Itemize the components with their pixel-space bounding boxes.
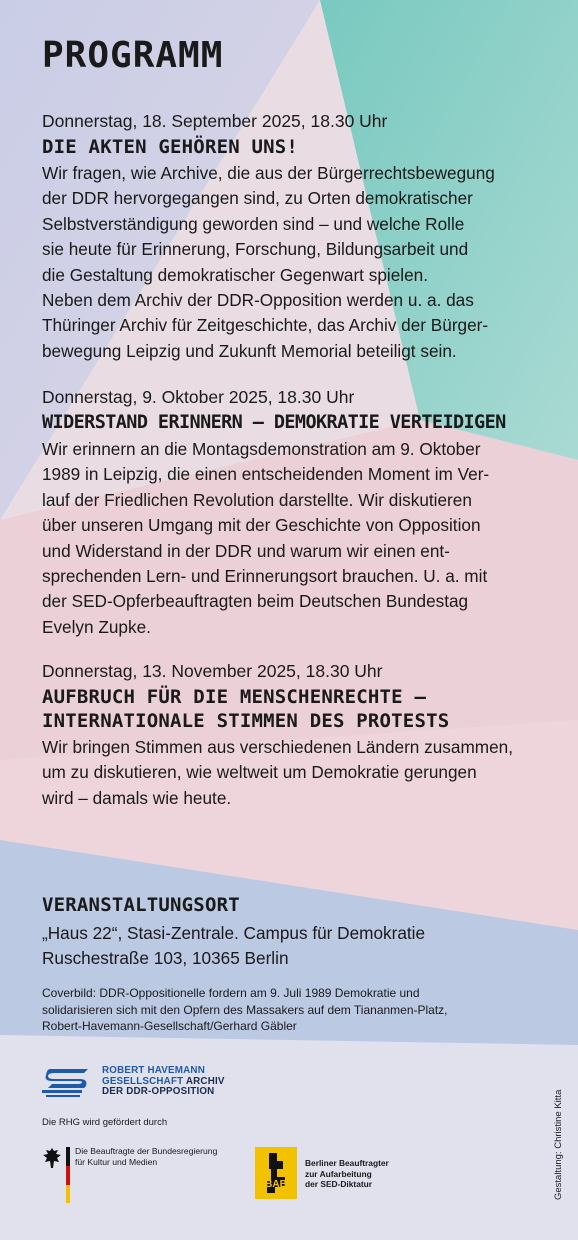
event-2-date: Donnerstag, 9. Oktober 2025, 18.30 Uhr [42, 387, 355, 407]
bab-logo-mark [255, 1147, 297, 1199]
bab-logo-block [255, 1147, 435, 1199]
text-line: Coverbild: DDR-Oppositionelle fordern am 9. Juli 1989 Demokratie und [42, 986, 420, 1000]
text-line: solidarisieren sich mit den Opfern des Massakers auf dem Tiananmen-Platz, [42, 1002, 448, 1017]
event-2-description [42, 437, 562, 640]
rhg-logo-text [102, 1066, 225, 1098]
text-line: der SED-Diktatur [305, 1179, 373, 1189]
venue-address [42, 921, 562, 972]
text-line: Robert-Havemann-Gesellschaft/Gerhard Gäbler [42, 1019, 297, 1033]
text-line: Neben dem Archiv der DDR-Opposition werden u. a. das [42, 290, 474, 311]
bkm-logo-block [42, 1145, 252, 1203]
event-1-description [42, 161, 562, 364]
text-line: Wir bringen Stimmen aus verschiedenen Ländern zusammen, [42, 737, 513, 757]
german-flag-icon [66, 1147, 70, 1203]
text-line: Berliner Beauftragter [305, 1158, 389, 1168]
design-credit: Gestaltung: Christine Kitta [553, 1089, 564, 1200]
rhg-logo-icon [42, 1066, 90, 1098]
text-line: „Haus 22“, Stasi-Zentrale. Campus für Demokratie [42, 923, 426, 943]
text-line: Thüringer Archiv für Zeitgeschichte, das Archiv der Bürger- [42, 315, 489, 336]
federal-eagle-icon [42, 1147, 62, 1169]
event-3-title-line: INTERNATIONALE STIMMEN DES PROTESTS [42, 710, 450, 732]
event-3-date: Donnerstag, 13. November 2025, 18.30 Uhr [42, 661, 383, 681]
rhg-word: ARCHIV [183, 1075, 225, 1087]
event-3 [42, 660, 562, 811]
text-line: über unseren Umgang mit der Geschichte von Opposition [42, 515, 481, 536]
text-line: Wir fragen, wie Archive, die aus der Bürgerrechtsbewegung [42, 163, 495, 183]
text-line: sie heute für Erinnerung, Forschung, Bildungsarbeit und [42, 239, 469, 260]
text-line: Selbstverständigung geworden sind – und welche Rolle [42, 213, 465, 234]
text-line: und Widerstand in der DDR und warum wir einen ent- [42, 540, 450, 561]
text-line: Die Beauftragte der Bundesregierung [75, 1146, 218, 1156]
event-1-date: Donnerstag, 18. September 2025, 18.30 Uhr [42, 111, 388, 131]
text-line: Evelyn Zupke. [42, 616, 151, 637]
bab-logo-text [305, 1158, 389, 1190]
venue-title: VERANSTALTUNGSORT [42, 894, 240, 916]
event-3-description [42, 735, 562, 811]
event-1-title [42, 135, 562, 159]
svg-text:BAB: BAB [265, 1179, 287, 1190]
rhg-logo-block [42, 1064, 292, 1104]
text-line: zur Aufarbeitung [305, 1168, 372, 1179]
text-line: Ruschestraße 103, 10365 Berlin [42, 948, 289, 969]
event-2-title [42, 411, 562, 435]
bkm-logo-text [75, 1146, 217, 1167]
event-1 [42, 110, 562, 364]
event-3-title [42, 685, 562, 733]
rhg-word: GESELLSCHAFT [102, 1075, 184, 1087]
text-line: die Gestaltung demokratischer Gegenwart spielen. [42, 264, 428, 285]
event-1-title-line: DIE AKTEN GEHÖREN UNS! [42, 136, 299, 158]
rhg-line: ROBERT HAVEMANN [102, 1065, 205, 1076]
text-line: wird – damals wie heute. [42, 787, 232, 808]
event-3-title-line: AUFBRUCH FÜR DIE MENSCHENRECHTE – [42, 686, 427, 708]
funding-note: Die RHG wird gefördert durch [42, 1117, 168, 1128]
text-line: der SED-Opferbeauftragten beim Deutschen Bundestag [42, 591, 469, 612]
cover-caption [42, 985, 542, 1035]
event-2 [42, 386, 562, 640]
text-line: Wir erinnern an die Montagsdemonstration am 9. Oktober [42, 439, 481, 459]
text-line: bewegung Leipzig und Zukunft Memorial beteiligt sein. [42, 340, 457, 361]
event-2-title-line: WIDERSTAND ERINNERN – DEMOKRATIE VERTEIDIGEN [42, 412, 506, 433]
rhg-line: DER DDR-OPPOSITION [102, 1086, 215, 1097]
text-line: 1989 in Leipzig, die einen entscheidenden Moment im Ver- [42, 464, 490, 485]
text-line: um zu diskutieren, wie weltweit um Demokratie gerungen [42, 762, 477, 783]
text-line: für Kultur und Medien [75, 1156, 158, 1167]
program-title: PROGRAMM [42, 35, 224, 76]
text-line: der DDR hervorgegangen sind, zu Orten demokratischer [42, 188, 473, 209]
text-line: sprechenden Lern- und Erinnerungsort brauchen. U. a. mit [42, 566, 488, 587]
bab-logo-icon [255, 1147, 297, 1199]
text-line: lauf der Friedlichen Revolution darstellte. Wir diskutieren [42, 489, 472, 510]
venue-section [42, 893, 562, 972]
